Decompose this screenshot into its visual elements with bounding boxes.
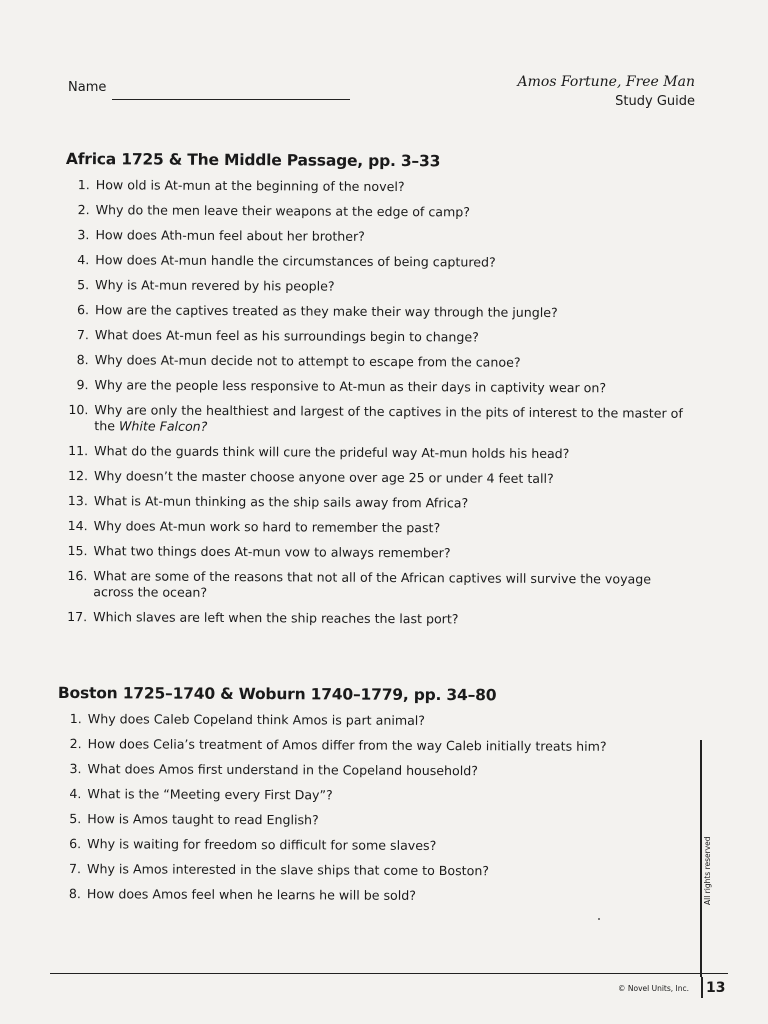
question-number: 6. [76,302,90,318]
folio-divider [701,977,703,998]
question-text: What does At-mun feel as his surroundings begin to change? [94,327,479,345]
question-item [65,352,695,372]
question-list [57,711,698,905]
question-text: Why are the people less responsive to At-mun as their days in captivity wear on? [94,377,607,396]
question-number: 7. [68,861,82,877]
question-text: What do the guards think will cure the prideful way At-mun holds his head? [94,443,570,462]
question-text: Why does At-mun decide not to attempt to escape from the canoe? [94,352,521,370]
scan-speck [598,918,600,920]
question-number: 10. [68,402,89,418]
question-number: 8. [76,352,89,368]
question-item [65,227,695,247]
question-item [57,786,697,805]
question-item [64,518,694,538]
question-text: Why are only the healthiest and largest of the captives in the pits of interest to the master of the [94,402,683,434]
question-number: 12. [67,468,89,484]
question-item [57,886,697,905]
name-field [68,80,350,96]
question-number: 11. [68,443,89,459]
question-text: How are the captives treated as they make their way through the jungle? [94,302,558,321]
question-text: Why doesn’t the master choose anyone over age 25 or under 4 feet tall? [93,468,554,486]
question-item [65,302,695,322]
section-heading: Africa 1725 & The Middle Passage, pp. 3–33 [65,150,441,171]
question-text: What two things does At-mun vow to always remember? [93,543,451,561]
question-text: Which slaves are left when the ship reaches the last port? [93,609,459,627]
vertical-rule [700,740,702,977]
section-africa [63,150,696,629]
copyright-notice: © Novel Units, Inc. [618,984,690,993]
question-text: Why is At-mun revered by his people? [95,277,335,294]
question-item [66,202,696,222]
question-number: 16. [67,568,88,584]
question-number: 17. [67,609,88,625]
question-item [64,543,694,563]
question-item [65,277,695,297]
name-blank-line [112,84,350,100]
question-number: 9. [76,377,89,393]
question-item [65,377,695,397]
question-text: How is Amos taught to read English? [87,811,319,828]
book-title: Amos Fortune, Free Man [517,74,695,90]
question-item [57,811,697,830]
question-text: Why is waiting for freedom so difficult for some slaves? [87,836,437,853]
question-number: 15. [67,543,88,559]
question-text: How does Celia’s treatment of Amos differ from the way Caleb initially treats him? [87,736,607,754]
page-number: 13 [706,980,726,996]
question-item [58,736,698,755]
question-number: 5. [77,277,90,293]
question-list [63,177,696,629]
rights-notice: All rights reserved [703,836,712,905]
question-text: Why does At-mun work so hard to remember the past? [93,518,441,536]
question-text: How does Ath-mun feel about her brother? [95,227,365,244]
question-item [64,402,694,438]
question-number: 1. [77,177,90,193]
question-number: 7. [76,327,89,343]
question-text: What is the “Meeting every First Day”? [87,786,333,803]
title-block [518,72,696,112]
question-number: 3. [69,761,82,777]
footer-rule [50,973,728,974]
question-text: What does Amos first understand in the Copeland household? [87,761,478,779]
question-number: 2. [69,736,82,752]
question-text: How old is At-mun at the beginning of the novel? [95,177,405,195]
question-text: Why does Caleb Copeland think Amos is part animal? [87,711,426,728]
section-boston-woburn [57,684,698,905]
name-label: Name [68,80,107,95]
question-item [64,493,694,513]
question-item [64,443,694,463]
question-text: Why is Amos interested in the slave ships that come to Boston? [86,861,490,879]
question-item [63,609,693,629]
ship-name: White Falcon? [118,418,208,434]
question-number: 14. [67,518,88,534]
section-heading: Boston 1725–1740 & Woburn 1740–1779, pp. 34–80 [57,684,497,705]
question-item [66,177,696,197]
question-text: What is At-mun thinking as the ship sails away from Africa? [93,493,469,511]
guide-subtitle: Study Guide [615,94,695,109]
question-number: 1. [69,711,82,727]
question-item [64,468,694,488]
question-number: 4. [69,786,82,802]
question-item [63,568,693,604]
question-number: 13. [67,493,88,509]
question-number: 2. [77,202,90,218]
question-item [65,252,695,272]
question-item [58,761,698,780]
question-number: 8. [68,886,81,902]
question-number: 5. [69,811,82,827]
question-text: How does At-mun handle the circumstances of being captured? [95,252,496,270]
question-item [57,861,697,880]
question-number: 3. [77,227,90,243]
question-item [58,711,698,730]
question-number: 4. [77,252,90,268]
question-number: 6. [69,836,82,852]
question-text: Why do the men leave their weapons at the edge of camp? [95,202,471,220]
question-item [57,836,697,855]
question-text: What are some of the reasons that not all of the African captives will survive the voyage across the ocean? [93,568,652,600]
question-item [65,327,695,347]
question-text: How does Amos feel when he learns he will be sold? [86,886,416,903]
